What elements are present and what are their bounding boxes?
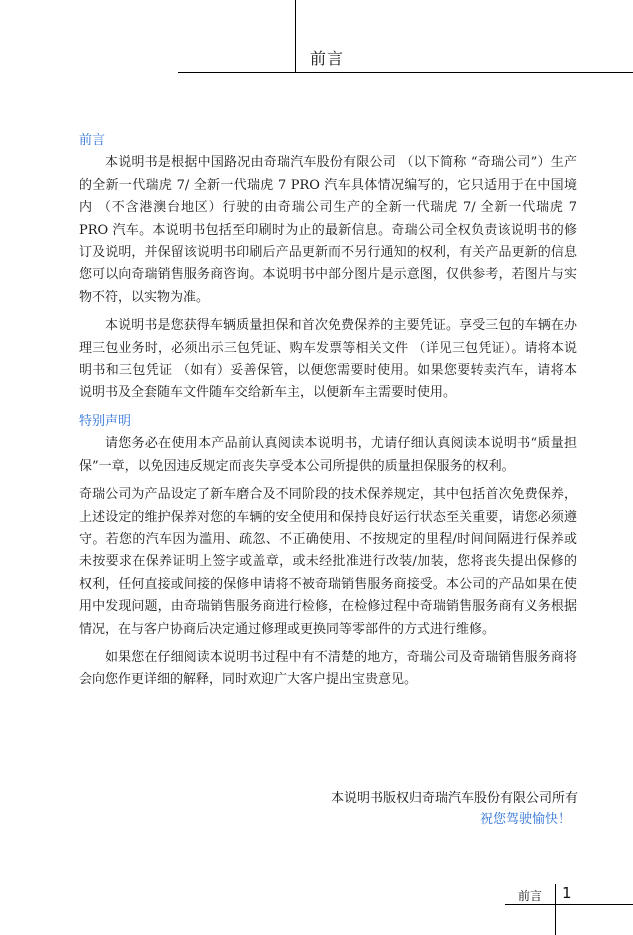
page-header-title: 前言 — [310, 49, 345, 68]
preface-paragraph-2: 本说明书是您获得车辆质量担保和首次免费保养的主要凭证。享受三包的车辆在办理三包业务时，必须出示三包凭证、购车发票等相关文件 （详见三包凭证）。请将本说明书和三包凭证 （如有）妥善保管，以便您需要时使用。如果您要转卖汽车，请将本说明书及全套随车文件随车交给新车主，以便新车主需要时使用。 — [79, 318, 577, 401]
closing-wish: 祝您驾驶愉快！ — [479, 812, 571, 827]
notice-paragraph-3: 如果您在仔细阅读本说明书过程中有不清楚的地方，奇瑞公司及奇瑞销售服务商将会向您作更详细的解释，同时欢迎广大客户提出宝贵意见。 — [79, 649, 577, 688]
page-number: 1 — [562, 884, 572, 902]
document-body — [79, 130, 577, 698]
header-horizontal-rule — [178, 72, 633, 73]
notice-paragraph-2: 奇瑞公司为产品设定了新车磨合及不同阶段的技术保养规定，其中包括首次免费保养，上述设定的维护保养对您的车辆的安全使用和保持良好运行状态至关重要，请您必须遵守。若您的汽车因为滥用、疏忽、不正确使用、不按规定的里程/时间间隔进行保养或未按要求在保养证明上签字或盖章，或未经批准进行改装/加装，您将丧失提出保修的权利，任何直接或间接的保修申请将不被奇瑞销售服务商接受。本公司的产品如果在使用中发现问题，由奇瑞销售服务商进行检修，在检修过程中奇瑞销售服务商有义务根据情况，在与客户协商后决定通过修理或更换同等零部件的方式进行维修。 — [79, 487, 577, 637]
footer-vertical-rule — [555, 884, 556, 935]
notice-paragraph-1: 请您务必在使用本产品前认真阅读本说明书，尤请仔细认真阅读本说明书“质量担保”一章，以免因违反规定而丧失享受本公司所提供的质量担保服务的权利。 — [79, 436, 577, 474]
copyright-statement: 本说明书版权归奇瑞汽车股份有限公司所有 — [330, 791, 578, 806]
footer-horizontal-rule — [505, 904, 633, 905]
preface-paragraph-1: 本说明书是根据中国路况由奇瑞汽车股份有限公司 （以下简称 “奇瑞公司”）生产的全新一代瑞虎 7/ 全新一代瑞虎 7 PRO 汽车具体情况编写的，它只适用于在中国境内 （不含港澳台地区）行驶的由奇瑞公司生产的全新一代瑞虎 7/ 全新一代瑞虎 7 PRO 汽车。本说明书包括至印刷时为止的最新信息。奇瑞公司全权负责该说明书的修订及说明，并保留该说明书印刷后产品更新而不另行通知的权利，有关产品更新的信息您可以向奇瑞销售服务商咨询。本说明书中部分图片是示意图，仅供参考，若图片与实物不符，以实物为准。 — [79, 155, 577, 305]
header-vertical-rule — [295, 0, 296, 72]
notice-heading: 特别声明 — [79, 413, 132, 429]
footer-section-label: 前言 — [518, 889, 543, 903]
preface-heading: 前言 — [79, 133, 106, 148]
